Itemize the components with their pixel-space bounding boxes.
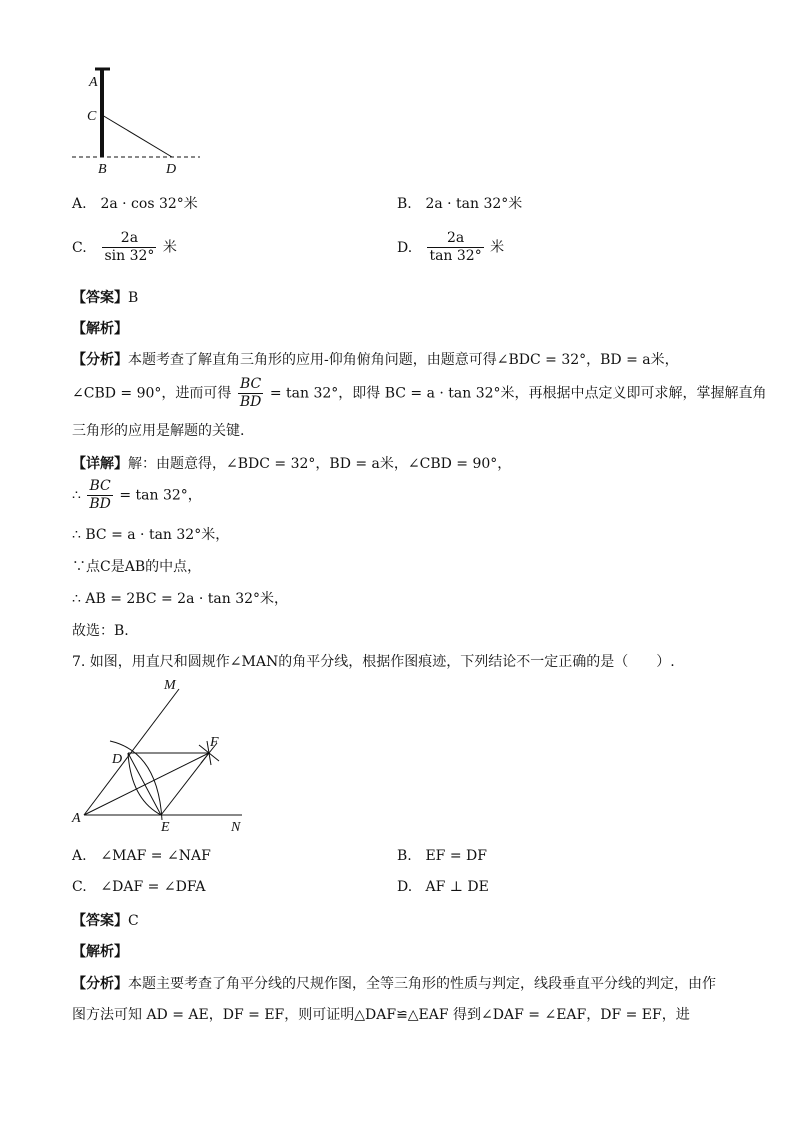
label-f: F [210, 735, 219, 750]
fenxi-text: 三角形的应用是解题的关键. [72, 423, 245, 439]
option-text: EF = DF [425, 848, 487, 864]
fenxi-text: = tan 32°，即得 BC = a · tan 32°米，再根据中点定义即可求解，掌握解直角 [269, 385, 767, 402]
fenxi-tag: 【分析】 [72, 352, 128, 368]
detail-text: ∵点C是AB的中点， [72, 559, 202, 575]
label-d: D [112, 752, 123, 767]
option-label: D. [397, 239, 413, 256]
option-label: A. [72, 848, 87, 864]
q7-option-b [397, 848, 487, 864]
label-n: N [231, 820, 241, 835]
question-text: 7. 如图，用直尺和圆规作∠MAN的角平分线，根据作图痕迹，下列结论不一定正确的是（ ）. [72, 654, 675, 670]
detail-text: ∴ AB = 2BC = 2a · tan 32°米， [72, 591, 289, 607]
label-m: M [164, 678, 176, 693]
q7-stem [72, 651, 675, 671]
ray-am [84, 689, 179, 815]
q6-fenxi-line-1 [72, 349, 679, 369]
q7-option-d [397, 879, 489, 895]
label-a: A [72, 811, 81, 826]
option-text: ∠DAF = ∠DFA [100, 879, 206, 895]
label-c: C [87, 109, 97, 124]
fraction-numerator: BC [238, 376, 264, 394]
q6-detail-line-4 [72, 556, 201, 576]
option-text: 2a · cos 32°米 [100, 196, 198, 212]
fenxi-text: 本题考查了解直角三角形的应用‑仰角俯角问题，由题意可得∠BDC = 32°，BD = a米， [128, 352, 679, 368]
fraction-denominator: BD [239, 394, 262, 410]
option-label: B. [397, 848, 412, 864]
fenxi-tag: 【分析】 [72, 976, 128, 992]
q7-fenxi-line-2 [72, 1004, 690, 1024]
option-label: B. [397, 196, 412, 212]
fraction [427, 230, 483, 265]
q6-detail-line-3 [72, 524, 229, 544]
label-d: D [166, 162, 177, 177]
fenxi-text: 图方法可知 AD = AE，DF = EF，则可证明△DAF≌△EAF 得到∠DAF = ∠EAF，DF = EF，进 [72, 1007, 690, 1023]
fraction-denominator: BD [89, 496, 111, 512]
q6-answer [72, 287, 138, 307]
fenxi-text: ∠CBD = 90°，进而可得 [72, 385, 232, 402]
figure-angle-bisector [66, 674, 266, 838]
option-label: A. [72, 196, 87, 212]
q7-option-a [72, 848, 211, 864]
option-unit: 米 [162, 239, 177, 256]
fraction-numerator: BC [87, 478, 113, 496]
figure-pole-diagram [66, 62, 206, 180]
fraction-numerator: 2a [427, 230, 483, 248]
fraction-numerator: 2a [102, 230, 156, 248]
q6-detail-line-6 [72, 620, 129, 640]
q6-option-b [397, 193, 522, 213]
option-label: C. [72, 239, 87, 256]
detail-text: 故选：B. [72, 623, 129, 639]
option-unit: 米 [490, 239, 505, 256]
label-b: B [98, 162, 107, 177]
q6-fenxi-line-2 [72, 376, 767, 411]
option-label: D. [397, 879, 413, 895]
segment-cd [102, 115, 172, 157]
answer-tag: 【答案】 [72, 913, 128, 929]
answer-value: B [128, 290, 139, 306]
q7-fenxi-line-1 [72, 973, 716, 993]
answer-tag: 【答案】 [72, 290, 128, 306]
option-text: 2a · tan 32°米 [425, 196, 523, 212]
analysis-tag: 【解析】 [72, 321, 128, 337]
q6-detail-line-5 [72, 588, 288, 608]
q6-detail-line-2 [72, 478, 202, 513]
option-label: C. [72, 879, 87, 895]
fenxi-text: 本题主要考查了角平分线的尺规作图，全等三角形的性质与判定，线段垂直平分线的判定，由作 [128, 976, 716, 992]
detail-text: = tan 32°， [119, 487, 202, 504]
detail-tag: 【详解】 [72, 456, 128, 472]
detail-text: ∴ BC = a · tan 32°米， [72, 527, 230, 543]
q7-answer [72, 910, 139, 930]
fraction [102, 230, 156, 265]
fraction [87, 478, 113, 513]
q6-fenxi-line-3 [72, 420, 244, 440]
q6-option-c [72, 230, 177, 265]
fraction-denominator: sin 32° [104, 248, 155, 264]
q6-option-d [397, 230, 504, 265]
label-e: E [161, 820, 170, 835]
q6-detail-line-1 [72, 453, 511, 473]
q6-analysis-heading [72, 318, 128, 338]
detail-text: ∴ [72, 487, 81, 504]
segment-af [84, 753, 209, 815]
analysis-tag: 【解析】 [72, 944, 128, 960]
q6-option-a [72, 193, 198, 213]
label-a: A [89, 75, 98, 90]
option-text: AF ⊥ DE [425, 879, 489, 895]
answer-value: C [128, 913, 139, 929]
fraction-denominator: tan 32° [429, 248, 482, 264]
detail-text: 解：由题意得，∠BDC = 32°，BD = a米，∠CBD = 90°， [128, 456, 512, 472]
q7-option-c [72, 879, 205, 895]
option-text: ∠MAF = ∠NAF [100, 848, 211, 864]
q7-analysis-heading [72, 941, 128, 961]
fraction [238, 376, 264, 411]
